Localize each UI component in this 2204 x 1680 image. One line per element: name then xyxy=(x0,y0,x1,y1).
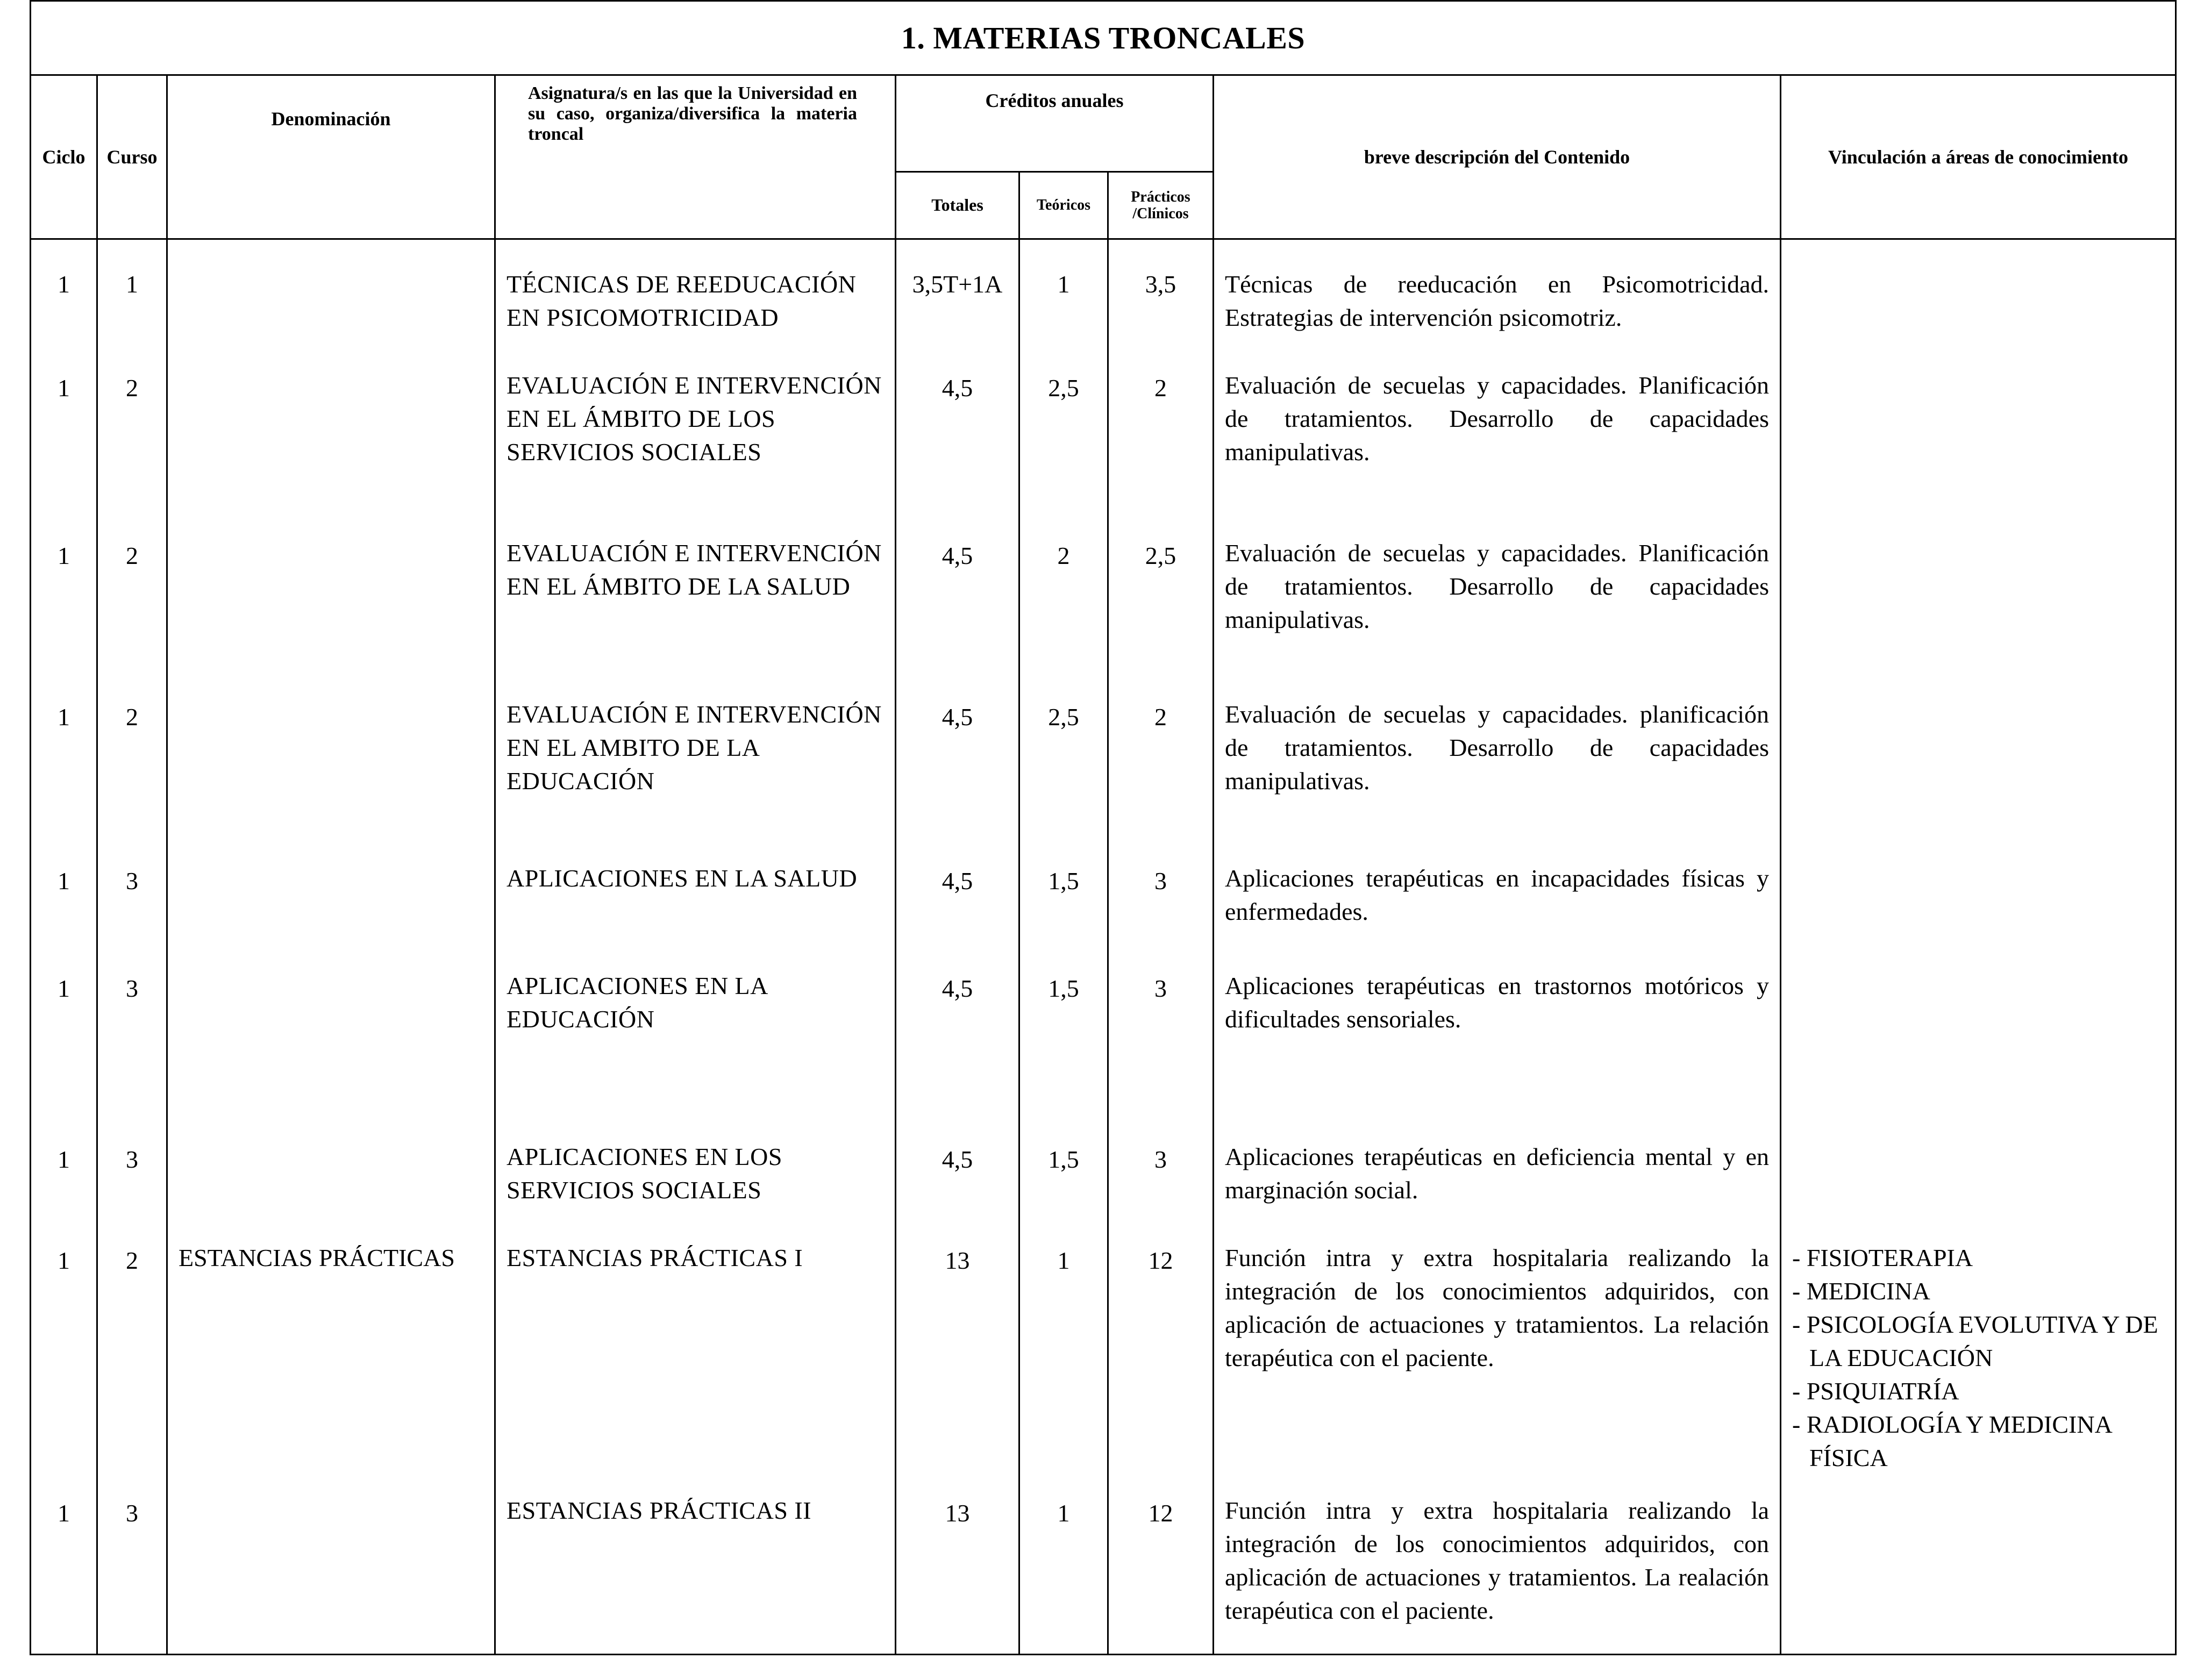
area-item: - FISIOTERAPIA xyxy=(1792,1241,2170,1275)
table-title: 1. MATERIAS TRONCALES xyxy=(31,1,2176,75)
header-curso: Curso xyxy=(97,75,167,239)
cell-teoricos: 2,5 xyxy=(1019,368,1108,536)
cell-ciclo: 1 xyxy=(31,1493,97,1655)
cell-ciclo: 1 xyxy=(31,536,97,697)
cell-teoricos: 1,5 xyxy=(1019,1140,1108,1241)
cell-denominacion xyxy=(167,969,495,1140)
cell-curso: 3 xyxy=(97,969,167,1140)
table-row xyxy=(31,239,2176,368)
cell-ciclo: 1 xyxy=(31,697,97,861)
area-item: - PSICOLOGÍA EVOLUTIVA Y DE LA EDUCACIÓN xyxy=(1792,1308,2170,1375)
header-denominacion: Denominación xyxy=(167,75,495,239)
cell-totales: 4,5 xyxy=(896,536,1019,697)
cell-vinculacion-empty xyxy=(1781,239,2176,1241)
cell-teoricos: 1 xyxy=(1019,1493,1108,1655)
cell-curso: 1 xyxy=(97,239,167,368)
materias-troncales-table xyxy=(30,0,2177,1655)
cell-curso: 2 xyxy=(97,536,167,697)
cell-totales: 13 xyxy=(896,1241,1019,1493)
cell-asignatura: EVALUACIÓN E INTERVENCIÓN EN EL AMBITO DE LA EDUCACIÓN xyxy=(495,697,896,861)
table-row xyxy=(31,1241,2176,1493)
cell-totales: 3,5T+1A xyxy=(896,239,1019,368)
cell-practicos: 3 xyxy=(1108,861,1214,969)
areas-list xyxy=(1792,1241,2170,1475)
cell-descripcion: Función intra y extra hospitalaria realizando la integración de los conocimientos adquiridos, con aplicación de actuaciones y tratamientos. La realación terapéutica con el paciente. xyxy=(1214,1493,1781,1655)
header-ciclo: Ciclo xyxy=(31,75,97,239)
area-item: - RADIOLOGÍA Y MEDICINA FÍSICA xyxy=(1792,1408,2170,1475)
cell-asignatura: APLICACIONES EN LA SALUD xyxy=(495,861,896,969)
cell-teoricos: 1,5 xyxy=(1019,969,1108,1140)
cell-denominacion xyxy=(167,368,495,536)
cell-practicos: 3,5 xyxy=(1108,239,1214,368)
cell-ciclo: 1 xyxy=(31,969,97,1140)
cell-curso: 3 xyxy=(97,861,167,969)
header-totales: Totales xyxy=(896,172,1019,239)
cell-curso: 3 xyxy=(97,1140,167,1241)
cell-vinculacion-empty xyxy=(1781,1493,2176,1655)
cell-totales: 13 xyxy=(896,1493,1019,1655)
cell-denominacion: ESTANCIAS PRÁCTICAS xyxy=(167,1241,495,1493)
cell-practicos: 3 xyxy=(1108,1140,1214,1241)
cell-totales: 4,5 xyxy=(896,697,1019,861)
cell-practicos: 2 xyxy=(1108,368,1214,536)
cell-curso: 3 xyxy=(97,1493,167,1655)
cell-denominacion xyxy=(167,1493,495,1655)
cell-ciclo: 1 xyxy=(31,239,97,368)
cell-ciclo: 1 xyxy=(31,1140,97,1241)
cell-descripcion: Aplicaciones terapéuticas en incapacidades físicas y enfermedades. xyxy=(1214,861,1781,969)
cell-descripcion: Evaluación de secuelas y capacidades. planificación de tratamientos. Desarrollo de capacidades manipulativas. xyxy=(1214,697,1781,861)
cell-asignatura: APLICACIONES EN LOS SERVICIOS SOCIALES xyxy=(495,1140,896,1241)
area-item: - MEDICINA xyxy=(1792,1275,2170,1308)
cell-teoricos: 1 xyxy=(1019,1241,1108,1493)
header-asignaturas: Asignatura/s en las que la Universidad en su caso, organiza/diversifica la materia troncal xyxy=(495,75,896,239)
cell-practicos: 3 xyxy=(1108,969,1214,1140)
header-creditos-anuales: Créditos anuales xyxy=(896,75,1214,172)
cell-totales: 4,5 xyxy=(896,1140,1019,1241)
cell-curso: 2 xyxy=(97,368,167,536)
cell-descripcion: Técnicas de reeducación en Psicomotricidad. Estrategias de intervención psicomotriz. xyxy=(1214,239,1781,368)
cell-denominacion xyxy=(167,239,495,368)
cell-practicos: 2 xyxy=(1108,697,1214,861)
cell-asignatura: ESTANCIAS PRÁCTICAS II xyxy=(495,1493,896,1655)
cell-denominacion xyxy=(167,861,495,969)
cell-practicos: 12 xyxy=(1108,1241,1214,1493)
cell-descripcion: Evaluación de secuelas y capacidades. Planificación de tratamientos. Desarrollo de capacidades manipulativas. xyxy=(1214,368,1781,536)
cell-teoricos: 1 xyxy=(1019,239,1108,368)
cell-ciclo: 1 xyxy=(31,1241,97,1493)
cell-totales: 4,5 xyxy=(896,861,1019,969)
cell-asignatura: EVALUACIÓN E INTERVENCIÓN EN EL ÁMBITO DE LA SALUD xyxy=(495,536,896,697)
cell-descripcion: Aplicaciones terapéuticas en deficiencia mental y en marginación social. xyxy=(1214,1140,1781,1241)
cell-denominacion xyxy=(167,536,495,697)
cell-totales: 4,5 xyxy=(896,368,1019,536)
header-practicos: Prácticos /Clínicos xyxy=(1108,172,1214,239)
cell-teoricos: 1,5 xyxy=(1019,861,1108,969)
cell-descripcion: Evaluación de secuelas y capacidades. Planificación de tratamientos. Desarrollo de capacidades manipulativas. xyxy=(1214,536,1781,697)
header-descripcion: breve descripción del Contenido xyxy=(1214,75,1781,239)
cell-curso: 2 xyxy=(97,1241,167,1493)
area-item: - PSIQUIATRÍA xyxy=(1792,1375,2170,1408)
cell-teoricos: 2,5 xyxy=(1019,697,1108,861)
cell-asignatura: ESTANCIAS PRÁCTICAS I xyxy=(495,1241,896,1493)
cell-denominacion xyxy=(167,697,495,861)
cell-asignatura: TÉCNICAS DE REEDUCACIÓN EN PSICOMOTRICIDAD xyxy=(495,239,896,368)
cell-practicos: 2,5 xyxy=(1108,536,1214,697)
cell-ciclo: 1 xyxy=(31,861,97,969)
cell-asignatura: EVALUACIÓN E INTERVENCIÓN EN EL ÁMBITO DE LOS SERVICIOS SOCIALES xyxy=(495,368,896,536)
cell-ciclo: 1 xyxy=(31,368,97,536)
header-vinculacion: Vinculación a áreas de conocimiento xyxy=(1781,75,2176,239)
cell-asignatura: APLICACIONES EN LA EDUCACIÓN xyxy=(495,969,896,1140)
cell-descripcion: Función intra y extra hospitalaria realizando la integración de los conocimientos adquiridos, con aplicación de actuaciones y tratamientos. La relación terapéutica con el paciente. xyxy=(1214,1241,1781,1493)
cell-totales: 4,5 xyxy=(896,969,1019,1140)
cell-vinculacion xyxy=(1781,1241,2176,1493)
cell-teoricos: 2 xyxy=(1019,536,1108,697)
cell-curso: 2 xyxy=(97,697,167,861)
cell-practicos: 12 xyxy=(1108,1493,1214,1655)
header-teoricos: Teóricos xyxy=(1019,172,1108,239)
cell-denominacion xyxy=(167,1140,495,1241)
cell-descripcion: Aplicaciones terapéuticas en trastornos motóricos y dificultades sensoriales. xyxy=(1214,969,1781,1140)
table-row xyxy=(31,1493,2176,1655)
